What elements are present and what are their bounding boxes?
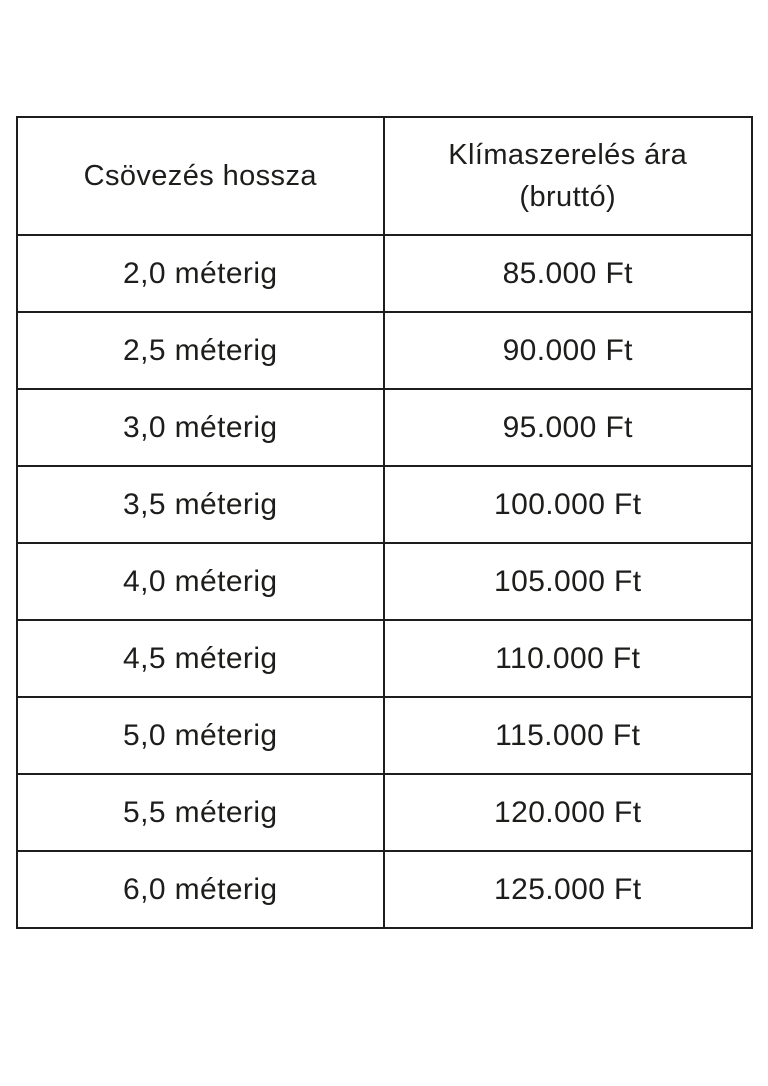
- price-cell: 90.000 Ft: [384, 312, 752, 389]
- price-cell: 120.000 Ft: [384, 774, 752, 851]
- pipe-length-cell: 2,0 méterig: [17, 235, 385, 312]
- price-cell: 110.000 Ft: [384, 620, 752, 697]
- price-cell: 85.000 Ft: [384, 235, 752, 312]
- column-header-installation-price: Klímaszerelés ára (bruttó): [384, 117, 752, 235]
- price-cell: 115.000 Ft: [384, 697, 752, 774]
- pipe-length-cell: 3,0 méterig: [17, 389, 385, 466]
- table-row: [17, 312, 752, 389]
- table-row: [17, 389, 752, 466]
- price-cell: 125.000 Ft: [384, 851, 752, 928]
- pipe-length-cell: 4,5 méterig: [17, 620, 385, 697]
- price-cell: 100.000 Ft: [384, 466, 752, 543]
- pricing-table-body: [17, 235, 752, 928]
- table-row: [17, 697, 752, 774]
- pipe-length-cell: 5,5 méterig: [17, 774, 385, 851]
- table-row: [17, 235, 752, 312]
- pricing-table: [16, 116, 753, 929]
- table-row: [17, 851, 752, 928]
- column-header-pipe-length: Csövezés hossza: [17, 117, 385, 235]
- table-row: [17, 620, 752, 697]
- table-row: [17, 466, 752, 543]
- pricing-table-header: [17, 117, 752, 235]
- pipe-length-cell: 6,0 méterig: [17, 851, 385, 928]
- price-cell: 105.000 Ft: [384, 543, 752, 620]
- pipe-length-cell: 3,5 méterig: [17, 466, 385, 543]
- table-row: [17, 543, 752, 620]
- table-row: [17, 774, 752, 851]
- pipe-length-cell: 4,0 méterig: [17, 543, 385, 620]
- pipe-length-cell: 5,0 méterig: [17, 697, 385, 774]
- pipe-length-cell: 2,5 méterig: [17, 312, 385, 389]
- price-cell: 95.000 Ft: [384, 389, 752, 466]
- header-row: [17, 117, 752, 235]
